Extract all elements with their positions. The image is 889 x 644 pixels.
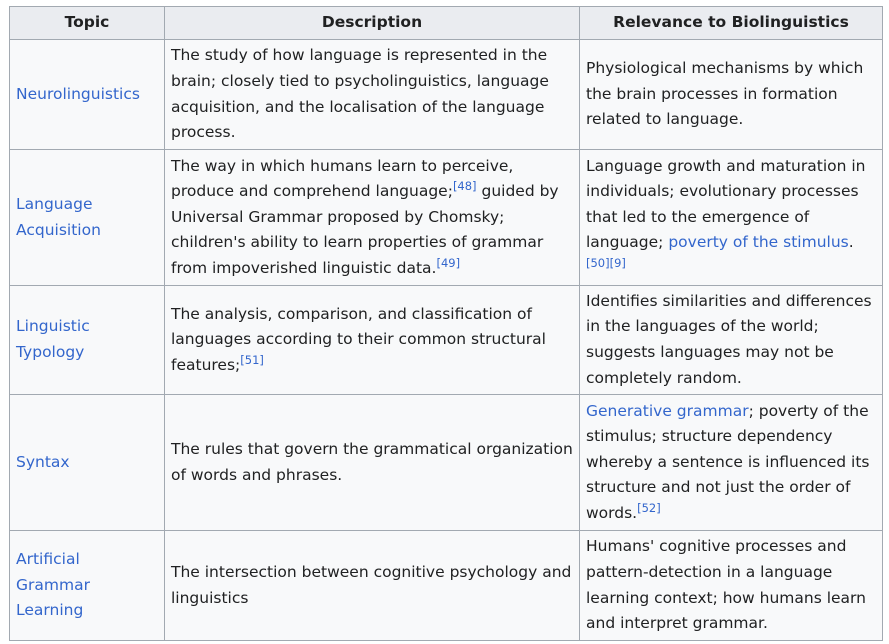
relevance-text: Language growth and maturation in individuals; evolutionary processes that led to the emergence of language; [586,156,866,252]
citation-9[interactable]: [9] [609,255,626,270]
topic-cell [10,40,165,150]
citation-51[interactable]: [51] [240,352,264,367]
description-text: The way in which humans learn to perceive, produce and comprehend language; [171,156,514,201]
description-cell: The study of how language is represented in the brain; closely tied to psycholinguistics, language acquisition, and the localisation of the language process. [165,40,580,150]
header-topic: Topic [10,7,165,40]
description-cell [165,286,580,395]
relevance-text: ; poverty of the stimulus; structure dependency whereby a sentence is influenced its structure and not just the order of words. [586,401,870,522]
relevance-cell [580,150,883,286]
description-text: The analysis, comparison, and classification of languages according to their common structural features; [171,304,546,374]
topic-link-linguistic-typology[interactable]: Linguistic Typology [16,317,90,361]
table-row [10,531,883,641]
description-cell: The rules that govern the grammatical organization of words and phrases. [165,395,580,531]
relevance-cell [580,395,883,531]
description-cell [165,150,580,286]
relevance-cell: Identifies similarities and differences in the languages of the world; suggests languages may not be completely random. [580,286,883,395]
header-row [10,7,883,40]
topic-cell [10,150,165,286]
poverty-of-the-stimulus-link[interactable]: poverty of the stimulus [668,233,849,252]
topic-link-syntax[interactable]: Syntax [16,452,70,471]
biolinguistics-topics-table [9,6,883,641]
citation-49[interactable]: [49] [436,255,461,270]
topic-cell [10,286,165,395]
topic-cell [10,395,165,531]
citation-52[interactable]: [52] [637,500,661,515]
header-relevance: Relevance to Biolinguistics [580,7,883,40]
citation-48[interactable]: [48] [452,178,477,193]
description-cell: The intersection between cognitive psychology and linguistics [165,531,580,641]
topic-link-neurolinguistics[interactable]: Neurolinguistics [16,84,140,103]
topic-cell [10,531,165,641]
relevance-text: . [848,233,854,252]
table-row [10,40,883,150]
relevance-cell: Physiological mechanisms by which the brain processes in formation related to language. [580,40,883,150]
generative-grammar-link[interactable]: Generative grammar [586,401,749,420]
header-description: Description [165,7,580,40]
topic-link-artificial-grammar-learning[interactable]: Artificial Grammar Learning [16,550,90,620]
table-row [10,286,883,395]
topic-link-language-acquisition[interactable]: Language Acquisition [16,194,101,239]
relevance-cell: Humans' cognitive processes and pattern-detection in a language learning context; how humans learn and interpret grammar. [580,531,883,641]
citation-50[interactable]: [50] [586,255,610,270]
description-text: guided by Universal Grammar proposed by Chomsky; children's ability to learn properties of grammar from impoverished linguistic data. [171,182,559,277]
table-row [10,395,883,531]
table-row [10,150,883,286]
